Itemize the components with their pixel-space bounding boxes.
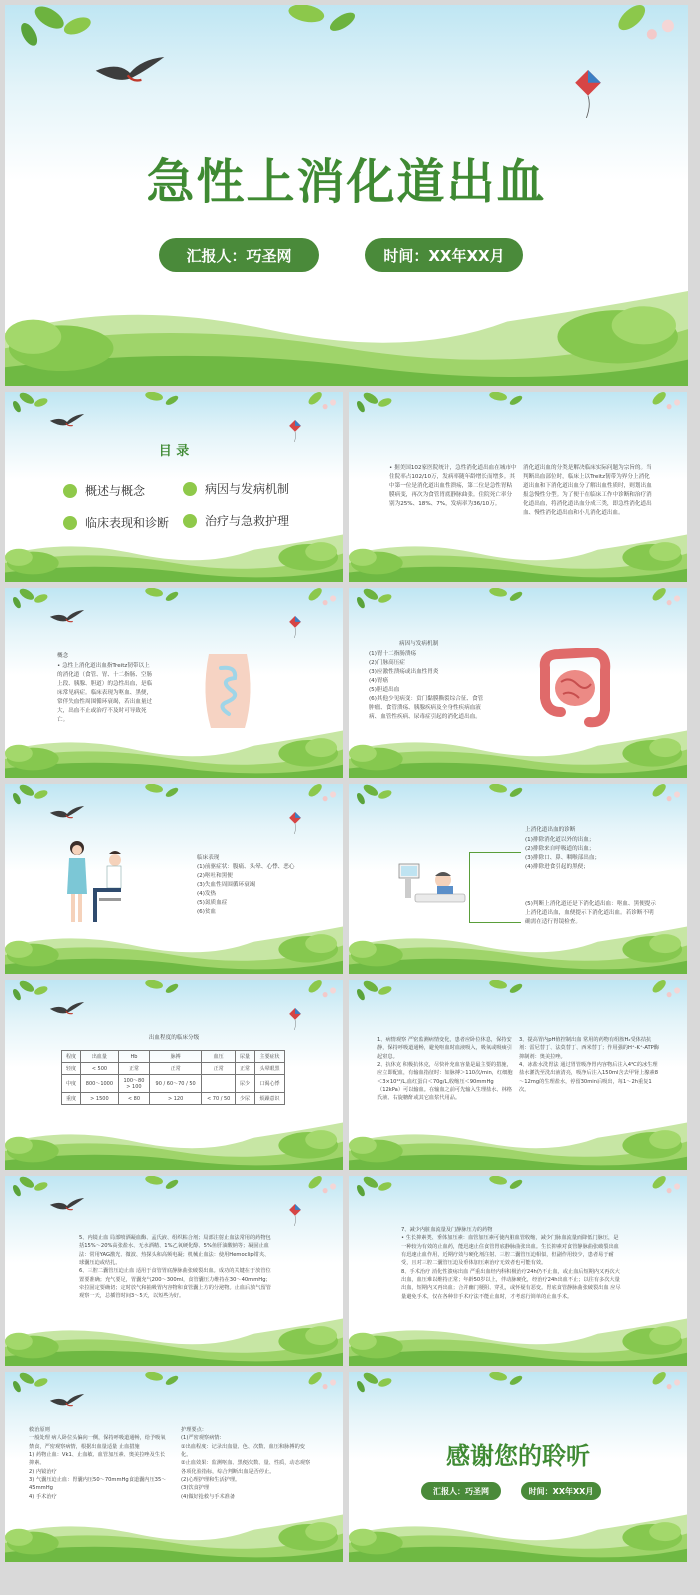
bullet-icon: [183, 482, 197, 496]
slide-toc[interactable]: [5, 392, 343, 582]
table-cell: 正常: [118, 1063, 149, 1075]
clinical-title: 临床表现: [197, 855, 220, 861]
table-cell: > 120: [149, 1093, 201, 1105]
hills-decoration: [5, 1113, 343, 1170]
table-header-cell: Hb: [118, 1051, 149, 1063]
slide-thanks[interactable]: [349, 1372, 687, 1562]
hills-decoration: [5, 721, 343, 778]
clinical-item: (4)发热: [197, 890, 217, 897]
kite-icon: [575, 70, 601, 118]
thanks-title: 感谢您的聆听: [446, 1442, 590, 1470]
diagnosis-title: 上消化道出血的诊断: [525, 827, 576, 833]
diagnosis-list: [525, 836, 655, 872]
etiology-item: (5)胆道出血: [369, 686, 400, 693]
slide-nursing[interactable]: [5, 1372, 343, 1562]
slide-treatment-3[interactable]: [349, 1176, 687, 1366]
hills-decoration: [349, 1309, 687, 1366]
clinical-item: (2)呕吐和黑便: [197, 872, 233, 879]
table-cell: 正常: [202, 1063, 236, 1075]
kite-icon: [289, 1204, 301, 1226]
clinical-item: (6)贫血: [197, 908, 217, 915]
kite-icon: [289, 812, 301, 834]
toc-item-1[interactable]: 概述与概念: [63, 482, 145, 499]
hills-decoration: [349, 525, 687, 582]
hills-decoration: [5, 917, 343, 974]
cover-title: 急性上消化道出血: [146, 154, 547, 210]
table-cell: 100～80 > 100: [118, 1075, 149, 1093]
etiology-item: (6)其他少见病变：贲门黏膜撕裂综合征、食管肿瘤、食管溃疡、胰腺疾病及全身性疾病血液病、血管性疾病、尿毒症引起的消化道出血。: [369, 695, 484, 720]
diagnosis-item: (1)排除消化道以外的出血；: [525, 837, 595, 843]
slide-clinical[interactable]: [5, 784, 343, 974]
doctor-patient-illustration: [63, 836, 133, 928]
swallow-icon: [49, 610, 85, 626]
table-cell: 烦躁意识: [254, 1093, 284, 1105]
diagnosis-item: (3)排除口、鼻、咽喉部出血；: [525, 854, 601, 861]
hills-decoration: [349, 1113, 687, 1170]
hills-decoration: [5, 272, 688, 386]
time-badge: 时间：XX年XX月: [521, 1482, 601, 1500]
hills-decoration: [5, 525, 343, 582]
endoscopy-illustration: [397, 858, 467, 910]
table-cell: 轻度: [62, 1063, 81, 1075]
leaves-decoration: [349, 588, 687, 630]
table-cell: 重度: [62, 1093, 81, 1105]
clinical-item: (1)前驱症状：腹痛、头晕、心悸、恶心: [197, 864, 295, 870]
diagnosis-item: (4)排除进食引起的黑便；: [525, 863, 589, 870]
table-cell: 头晕眼黑: [254, 1063, 284, 1075]
swallow-icon: [49, 1198, 85, 1214]
time-badge: 时间：XX年XX月: [365, 238, 523, 272]
table-cell: 90 / 60～70 / 50: [149, 1075, 201, 1093]
toc-item-3[interactable]: 临床表现和诊断: [63, 514, 169, 531]
toc-item-4[interactable]: 治疗与急救护理: [183, 512, 289, 529]
leaves-decoration: [349, 1176, 687, 1218]
swallow-icon: [49, 414, 85, 430]
clinical-item: (5)氮质血症: [197, 899, 228, 906]
kite-icon: [289, 420, 301, 442]
nursing-points-text: 护理要点： (1)严密观察病情： ①出血程度：记录出血量、色、次数、血压和脉搏的变化。 ②止血效果：监测呕血、黑便次数、量、性质，动态观察各项化验指标，综合判断出血是否停止。 (2)心理护理和生活护理。 (3)饮食护理 (4)做好抢救与手术准备: [181, 1427, 311, 1500]
hills-decoration: [349, 917, 687, 974]
table-cell: 正常: [236, 1063, 255, 1075]
rescue-principles-text: 救治原则 一般处理 病人卧位头偏向一侧，保持呼吸道通畅，给予吸氧禁食，严密观察病情，根据出血量适量 止血措施 1) 药物止血：Vk1、止血敏、血管加压素、奥美拉唑及生长抑素。 2) 内镜治疗 3) 气囊压迫止血：胃囊内压50～70mmHg食道囊内压35～45mmHg 4) 手术治疗: [29, 1427, 167, 1500]
digestive-tract-illustration: [197, 654, 259, 728]
table-row: [62, 1093, 285, 1105]
table-cell: 800～1000: [80, 1075, 118, 1093]
table-cell: 少尿: [236, 1093, 255, 1105]
overview-right-text: 消化道出血的分类是解决临床实际问题为宗旨的。当判断出血部位时，临床上以Treitz韧带为界分上消化道出血和下消化道出血分了解出血性质时，则划出血报急慢性分型。为了便于在临床工作中诊断和治疗消化道出血，将消化道出血分成三类，即急性消化道出血、慢性消化道出血和小儿消化道出血。: [523, 465, 652, 516]
table-cell: 中度: [62, 1075, 81, 1093]
table-cell: 尿少: [236, 1075, 255, 1093]
slide-treatment-1[interactable]: [349, 980, 687, 1170]
table-cell: < 500: [80, 1063, 118, 1075]
table-cell: 正常: [149, 1063, 201, 1075]
hills-decoration: [5, 1505, 343, 1562]
slide-treatment-2[interactable]: [5, 1176, 343, 1366]
diagnosis-note: (5)判断上消化道还是下消化道出血：呕血、黑便提示上消化道出血，血便提示下消化道出血。若诊断不明确需在适行胃镜检查。: [525, 901, 656, 925]
etiology-item: (3)应激性溃疡或出血性胃炎: [369, 668, 439, 675]
table-cell: 口渴心悸: [254, 1075, 284, 1093]
treatment-right-text: 3、提高胃内pH值控制出血 常用的药物有组胺H₂受体拮抗剂：雷尼替丁、法莫替丁、西米替丁；作用强的H⁺-K⁺-ATP酶抑制剂：奥美拉唑。 4、冰盐水洗胃法 通过胃管吸净胃内容物后注入4℃的冰生理盐水灌洗至洗出液清亮，吸净后注入150ml含去甲肾上腺素8～12mg的生理盐水，停留30min后吸出，每1～2h重复1次。: [519, 1037, 659, 1093]
leaves-decoration: [349, 392, 687, 434]
treatment-2-text: 5、内镜止血 局部喷洒凝血酶、孟氏液、组织粘合剂；局部注射止血法常用的药物包括15%～20%高张盐水、无水酒精、1%乙氧硬化醇、5%鱼肝油酸钠等；凝固止血法：常用YAG激光、微波、热探头和高频电凝；机械止血法：使用Hemoclip钳夹、球囊压迫或结扎。 6、三腔二囊管压迫止血 适用于食管胃底静脉曲张破裂出血。成功的关键在于放管位置要准确；充气要足，胃囊充气200～300ml，食管囊压力维持在30～40mmHg；牵拉固定要确切；定时放气和抽吸胃内容物和食管囊上方的分泌物。止血后放气留管观察一天，总插管时间3～5天，以短些为好。: [79, 1235, 271, 1300]
clinical-list: [197, 863, 317, 917]
swallow-icon: [49, 1002, 85, 1018]
table-cell: [202, 1075, 236, 1093]
kite-icon: [289, 616, 301, 638]
table-title: 出血程度的临床分级: [148, 1035, 200, 1041]
swallow-icon: [95, 57, 165, 89]
leaves-decoration: [349, 980, 687, 1022]
treatment-3-text: 7、减少内脏血流量及门静脉压力的药物 • 生长抑素类、垂体加压素：血管加压素可使内脏血管收缩，减少门脉血流量而降低门脉压，是一种较为有效的止血药，能迅速止住食管胃底静脉曲张出血。生长抑素对食管静脉曲张破裂出血有迅速止血作用，近期疗效与硬化剂注射、三腔二囊管压迫相似，但副作用较少，患者易于耐受，且对三腔二囊管压迫及垂体加压素治疗无效者也可能有效。 8、手术治疗 消化性溃疡出血 严重出血经内科积极治疗24h仍不止血，或止血后短期内又再次大出血，血压难以维持正常；年龄50岁以上，伴动脉硬化，经治疗24h出血不止；以往有多次大量出血，短期内又再出血；合并幽门梗阻、穿孔，或怀疑有恶变。胃底食管静脉曲张破裂出血 应尽量避免手术，仅在各种非手术疗法不能止血时，才考虑行简单的止血手术。: [401, 1227, 621, 1300]
grading-table: [61, 1050, 285, 1105]
clinical-item: (3)失血性周围循环衰竭: [197, 881, 256, 888]
swallow-icon: [49, 1394, 85, 1410]
hills-decoration: [5, 1309, 343, 1366]
table-header-row: [62, 1051, 285, 1063]
diagnosis-connector: [469, 852, 521, 853]
hills-decoration: [349, 721, 687, 778]
intestine-illustration: [535, 648, 613, 730]
overview-left-text: • 据美国102家医院统计，急性消化道出血在城市中住院率占102/10万，发病率随年龄增长而增多。其中第一位是消化道出血性溃疡，第二位是急性胃粘膜病变，再次为食管胃底静脉曲张。住院死亡率分别为25%、18%、7%，发病率为36/10万。: [389, 465, 517, 507]
slide-cover[interactable]: [5, 5, 688, 386]
concept-title: 概念: [57, 653, 69, 659]
table-header-cell: 血压: [202, 1051, 236, 1063]
concept-text: • 急性上消化道出血指Treitz韧带以上的消化道（食管、胃、十二指肠、空肠上段、胰腺、胆道）的急性出血，是临床常见病症。临床表现为呕血、黑便，常伴失血性周围循环衰竭，若出血量过大，出血不止或治疗不及时可导致死亡。: [57, 663, 153, 723]
leaves-decoration: [349, 784, 687, 826]
table-header-cell: 尿量: [236, 1051, 255, 1063]
slide-concept[interactable]: [5, 588, 343, 778]
table-header-cell: 脉搏: [149, 1051, 201, 1063]
toc-item-2[interactable]: 病因与发病机制: [183, 480, 289, 497]
table-cell: < 70 / 50: [202, 1093, 236, 1105]
table-cell: < 80: [118, 1093, 149, 1105]
table-cell: > 1500: [80, 1093, 118, 1105]
swallow-icon: [49, 806, 85, 822]
etiology-title: 病因与发病机制: [399, 641, 439, 647]
leaves-decoration: [349, 1372, 687, 1414]
diagnosis-connector: [469, 852, 521, 922]
bullet-icon: [63, 484, 77, 498]
reporter-badge: 汇报人：巧圣网: [159, 238, 319, 272]
hills-decoration: [349, 1505, 687, 1562]
slide-diagnosis[interactable]: [349, 784, 687, 974]
toc-title: 目 录: [158, 444, 190, 459]
reporter-badge: 汇报人：巧圣网: [421, 1482, 501, 1500]
kite-icon: [289, 1008, 301, 1030]
table-row: [62, 1075, 285, 1093]
etiology-item: (1)胃十二指肠溃疡: [369, 651, 417, 657]
table-header-cell: 程度: [62, 1051, 81, 1063]
slide-etiology[interactable]: [349, 588, 687, 778]
table-row: [62, 1063, 285, 1075]
etiology-item: (2)门脉高压症: [369, 659, 405, 666]
etiology-list: [369, 650, 487, 722]
table-header-cell: 主要症状: [254, 1051, 284, 1063]
diagnosis-item: (2)排除来自呼吸道的出血；: [525, 845, 595, 852]
table-header-cell: 出血量: [80, 1051, 118, 1063]
slide-overview[interactable]: [349, 392, 687, 582]
etiology-item: (4)胃癌: [369, 677, 389, 684]
treatment-left-text: 1、病情观察 严密监测病情变化，患者应卧位休息，保持安静，保持呼吸道通畅，避免呕血时血液吸入，吸氧或吸痰引起窒息。 2、抗休克 积极抗休克，尽快补充血容量是最主要的措施，应立即配血，有输血指征时：如脉搏＞110次/min，红细胞＜3×10¹²/L,血红蛋白＜70g/L,收缩压＜90mmHg（12kPa）可以输血。在输血之前可先输入生理盐水、林格氏液、右旋糖酐或其它血浆代用品。: [377, 1037, 513, 1102]
slide-grading-table[interactable]: [5, 980, 343, 1170]
